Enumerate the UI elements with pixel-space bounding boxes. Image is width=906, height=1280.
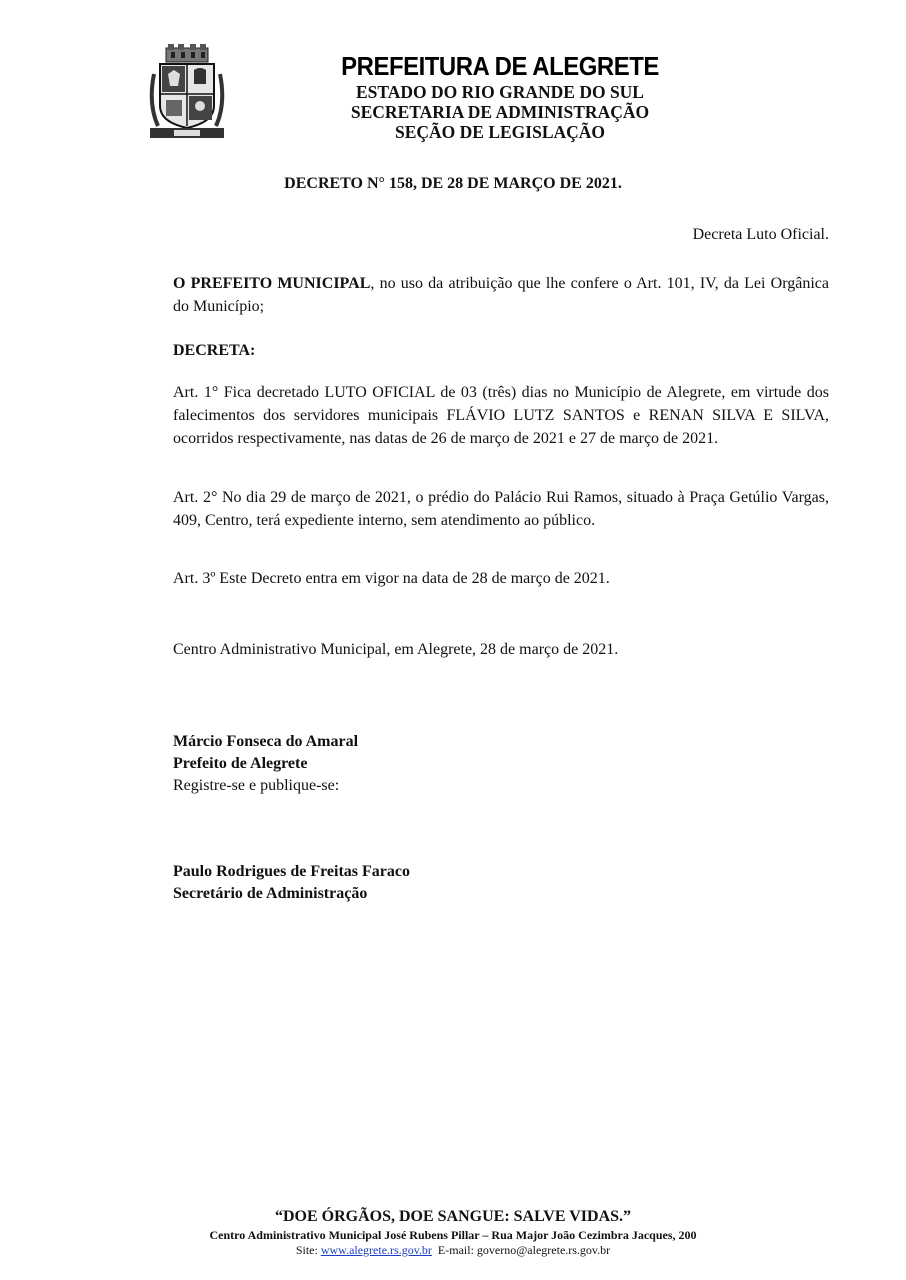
mayor-signature-block — [173, 731, 358, 797]
estado-line: ESTADO DO RIO GRANDE DO SUL — [356, 82, 644, 102]
site-link[interactable]: www.alegrete.rs.gov.br — [320, 1243, 432, 1257]
footer-contact — [0, 1243, 906, 1258]
article-1: Art. 1° Fica decretado LUTO OFICIAL de 03 (três) dias no Município de Alegrete, em virtude dos falecimentos dos servidores municipais FLÁVIO LUTZ SANTOS e RENAN SILVA E SILVA, ocorridos respectivamente, nas datas de 26 de março de 2021 e 27 de março de 2021. — [173, 384, 829, 447]
decreta-heading: DECRETA: — [173, 342, 256, 359]
secretaria-line: SECRETARIA DE ADMINISTRAÇÃO — [350, 102, 650, 122]
secretary-name: Paulo Rodrigues de Freitas Faraco — [173, 863, 411, 880]
preamble-text: , no uso da atribuição que lhe confere o Art. 101, IV, da Lei Orgânica do Município; — [173, 275, 830, 315]
mayor-name: Márcio Fonseca do Amaral — [173, 733, 359, 750]
footer-motto: “DOE ÓRGÃOS, DOE SANGUE: SALVE VIDAS.” — [274, 1208, 632, 1225]
mayor-title: Prefeito de Alegrete — [173, 755, 308, 772]
document-header — [300, 50, 700, 142]
prefeitura-title: PREFEITURA DE ALEGRETE — [341, 51, 659, 81]
email-address: governo@alegrete.rs.gov.br — [476, 1243, 611, 1257]
document-footer — [0, 1207, 906, 1258]
site-label: Site: — [295, 1243, 318, 1257]
secao-line: SEÇÃO DE LEGISLAÇÃO — [394, 122, 606, 142]
register-note: Registre-se e publique-se: — [173, 777, 340, 794]
municipal-coat-of-arms-icon — [148, 44, 226, 140]
preamble — [173, 272, 829, 318]
decree-title: DECRETO N° 158, DE 28 DE MARÇO DE 2021. — [284, 175, 622, 192]
secretary-title: Secretário de Administração — [173, 885, 368, 902]
article-3: Art. 3º Este Decreto entra em vigor na data de 28 de março de 2021. — [173, 570, 610, 587]
place-date: Centro Administrativo Municipal, em Alegrete, 28 de março de 2021. — [173, 641, 619, 658]
footer-address: Centro Administrativo Municipal José Rubens Pillar – Rua Major João Cezimbra Jacques, 200 — [209, 1228, 697, 1242]
secretary-signature-block — [173, 861, 410, 905]
preamble-bold: O PREFEITO MUNICIPAL — [173, 275, 371, 292]
decree-ementa: Decreta Luto Oficial. — [692, 226, 829, 243]
article-2: Art. 2° No dia 29 de março de 2021, o prédio do Palácio Rui Ramos, situado à Praça Getúlio Vargas, 409, Centro, terá expediente interno, sem atendimento ao público. — [173, 489, 829, 529]
email-label: E-mail: — [437, 1243, 474, 1257]
